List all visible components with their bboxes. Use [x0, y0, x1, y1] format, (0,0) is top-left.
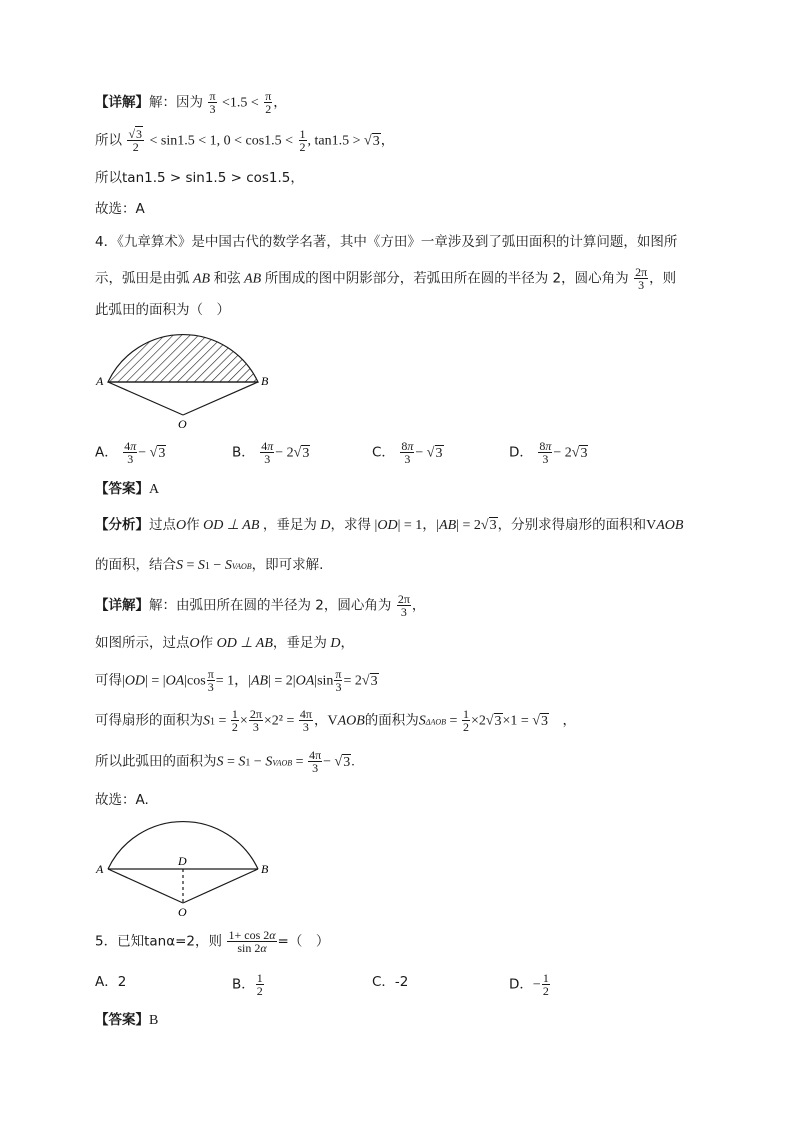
q4-option-b[interactable]: B． $\frac{4\pi}{3}$ − 2√3	[232, 439, 310, 466]
q5-answer: 【答案】B	[95, 1012, 159, 1028]
radius-ob	[183, 869, 258, 903]
q3-choice: 故选：A	[95, 201, 145, 217]
q5-option-c[interactable]: C．-2	[372, 974, 409, 990]
q3-detail-line2: 所以 $\frac{√3}{2}$ < sin1.5 < 1, 0 < cos1.5 < $\frac{1}{2}$ , tan1.5 > √3，	[95, 127, 395, 154]
q4-stem-line3: 此弧田的面积为（ ）	[95, 302, 230, 318]
q5-option-b[interactable]: B． $\frac{1}{2}$	[232, 971, 263, 998]
q4-analysis-line1: 【分析】过点O作 OD ⊥ AB ，垂足为 D，求得 |OD| = 1，|AB| = 2√3，分别求得扇形的面积和VAOB	[95, 517, 684, 533]
q4-detail-line2: 如图所示，过点O作 OD ⊥ AB，垂足为 D，	[95, 635, 355, 651]
radius-oa	[108, 869, 183, 903]
q4-option-a[interactable]: A． $\frac{4\pi}{3}$ − √3	[95, 439, 166, 466]
q3-detail-text: 解：因为	[149, 94, 203, 111]
label-b: B	[261, 374, 269, 388]
q4-choice: 故选：A.	[95, 792, 149, 808]
q4-detail-line5: 所以此弧田的面积为S = S1 − SVAOB = $\frac{4\pi}{3}$ − √3.	[95, 748, 355, 775]
shaded-segment	[108, 335, 258, 382]
label-b: B	[261, 862, 269, 876]
detail-tag: 【详解】	[95, 94, 149, 111]
label-o: O	[178, 417, 187, 430]
q5-option-d[interactable]: D．− $\frac{1}{2}$	[509, 971, 549, 998]
q4-stem-line2: 示，弧田是由弧 AB 和弦 AB 所围成的图中阴影部分，若弧田所在圆的半径为 2，圆心角为 $\frac{2\pi}{3}$ ，则	[95, 265, 677, 292]
label-o: O	[178, 905, 187, 919]
pi-over-3-fraction: $\frac{\pi}{3}$	[209, 89, 216, 116]
pi-over-2-fraction: $\frac{\pi}{2}$	[265, 89, 272, 116]
label-a: A	[96, 862, 104, 876]
q3-detail-line3: 所以tan1.5 > sin1.5 > cos1.5，	[95, 170, 304, 186]
sqrt3-over-2-fraction: $\frac{√3}{2}$	[128, 127, 143, 154]
q4-stem-line1: 4．《九章算术》是中国古代的数学名著，其中《方田》一章涉及到了弧田面积的计算问题，如图所	[95, 234, 678, 250]
label-a: A	[96, 374, 104, 388]
radius-oa	[108, 382, 183, 415]
q4-detail-line3: 可得|OD| = |OA|cos $\frac{\pi}{3}$ = 1，|AB| = 2|OA|sin $\frac{\pi}{3}$ = 2√3	[95, 667, 378, 694]
q4-option-c[interactable]: C． $\frac{8\pi}{3}$ − √3	[372, 439, 443, 466]
q5-fraction: $\frac{1+ \cos 2\alpha}{\sin 2\alpha}$	[228, 928, 276, 955]
q4-detail-line4: 可得扇形的面积为S1 = $\frac{1}{2}$ × $\frac{2\pi}{3}$ ×2² = $\frac{4\pi}{3}$ ，VAOB的面积为SΔAOB = $\frac{1}{2}$ ×2√3×1 = √3 ，	[95, 707, 577, 734]
label-d: D	[178, 854, 187, 868]
q4-option-d[interactable]: D． $\frac{8\pi}{3}$ − 2√3	[509, 439, 588, 466]
radius-ob	[183, 382, 258, 415]
q5-stem: 5．已知tanα=2，则 $\frac{1+ \cos 2\alpha}{\sin 2\alpha}$ =（ ）	[95, 928, 330, 955]
q4-answer: 【答案】A	[95, 481, 160, 497]
q4-detail-line1: 【详解】解：由弧田所在圆的半径为 2，圆心角为 $\frac{2\pi}{3}$ ，	[95, 592, 426, 619]
q4-analysis-line2: 的面积，结合S = S1 − SVAOB，即可求解.	[95, 557, 324, 573]
arc-field-figure	[93, 330, 283, 430]
q3-detail-line1: 【详解】解：因为 $\frac{\pi}{3}$ <1.5 < $\frac{\pi}{2}$ ，	[95, 89, 287, 116]
q5-option-a[interactable]: A．2	[95, 974, 127, 990]
arc-with-perpendicular-figure	[93, 815, 283, 920]
2pi-over-3-fraction: $\frac{2\pi}{3}$	[635, 265, 648, 292]
one-half-fraction: $\frac{1}{2}$	[299, 127, 306, 154]
